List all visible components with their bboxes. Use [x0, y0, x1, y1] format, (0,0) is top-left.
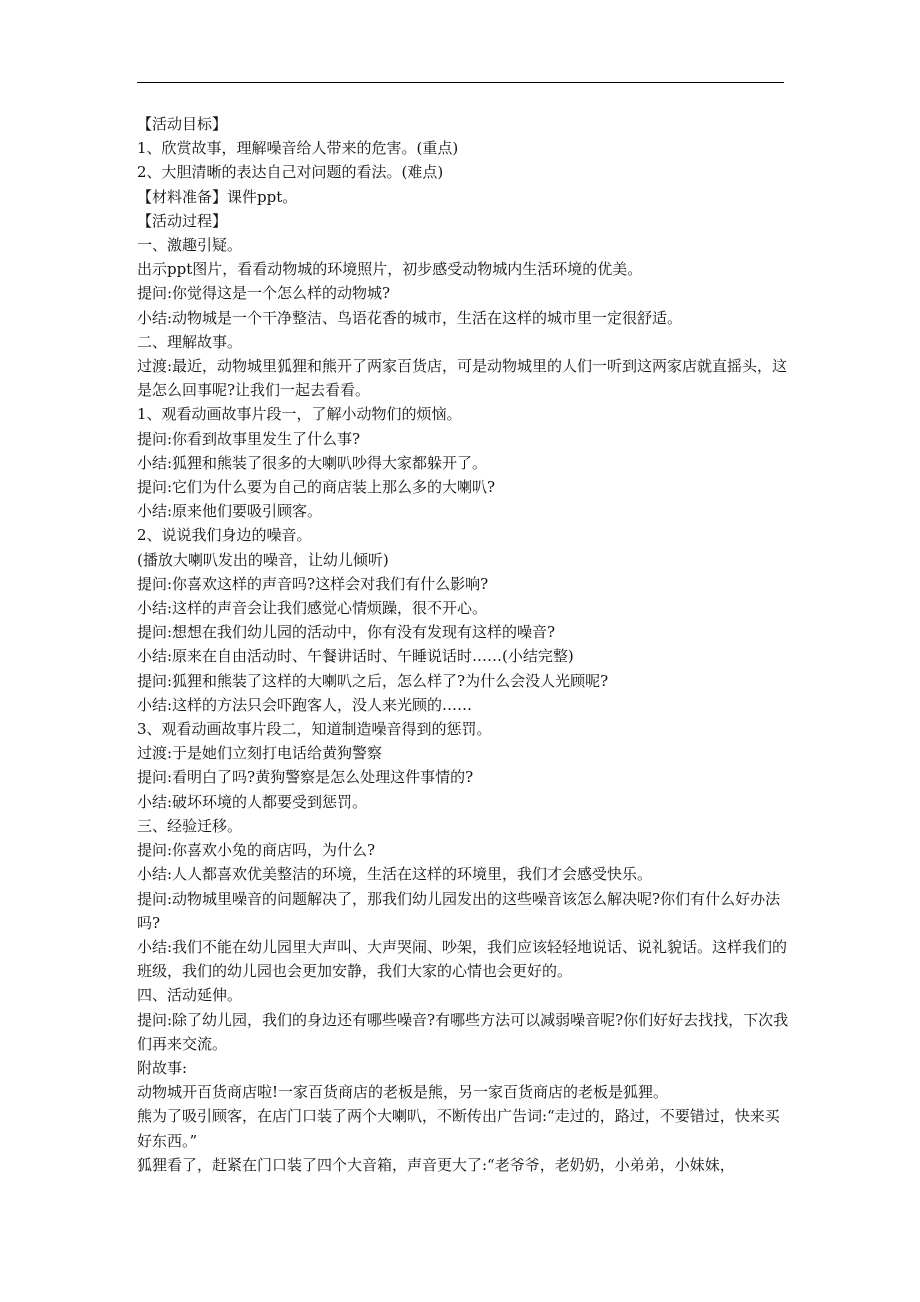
paragraph: 【活动过程】 — [137, 211, 228, 230]
paragraph: 出示ppt图片，看看动物城的环境照片，初步感受动物城内生活环境的优美。 — [137, 260, 643, 279]
paragraph: 2、大胆清晰的表达自己对问题的看法。(难点) — [137, 163, 444, 182]
paragraph: 提问:狐狸和熊装了这样的大喇叭之后，怎么样了?为什么会没人光顾呢? — [137, 671, 609, 690]
paragraph: 小结:这样的声音会让我们感觉心情烦躁，很不开心。 — [137, 599, 488, 618]
paragraph: 1、观看动画故事片段一，了解小动物们的烦恼。 — [137, 405, 462, 424]
paragraph: 小结:这样的方法只会吓跑客人，没人来光顾的…… — [137, 695, 473, 714]
paragraph: 提问:看明白了吗?黄狗警察是怎么处理这件事情的? — [137, 768, 474, 787]
paragraph: 小结:我们不能在幼儿园里大声叫、大声哭闹、吵架，我们应该轻轻地说话、说礼貌话。这样我们的班级，我们的幼儿园也会更加安静，我们大家的心情也会更好的。 — [137, 937, 788, 981]
paragraph: 狐狸看了，赶紧在门口装了四个大音箱，声音更大了:“老爷爷，老奶奶，小弟弟，小妹妹， — [137, 1155, 735, 1174]
paragraph: 提问:你看到故事里发生了什么事? — [137, 429, 361, 448]
paragraph: 熊为了吸引顾客，在店门口装了两个大喇叭，不断传出广告词:“走过的，路过，不要错过，快来买好东西。” — [137, 1107, 780, 1150]
paragraph: 四、活动延伸。 — [137, 986, 243, 1005]
paragraph: 提问:你喜欢这样的声音吗?这样会对我们有什么影响? — [137, 574, 489, 593]
paragraph: 小结:狐狸和熊装了很多的大喇叭吵得大家都躲开了。 — [137, 453, 488, 472]
paragraph: (播放大喇叭发出的噪音，让幼儿倾听) — [137, 550, 389, 569]
paragraph: 动物城开百货商店啦!一家百货商店的老板是熊，另一家百货商店的老板是狐狸。 — [137, 1083, 669, 1102]
paragraph: 2、说说我们身边的噪音。 — [137, 526, 312, 545]
header-rule — [137, 82, 784, 83]
paragraph: 小结:破坏环境的人都要受到惩罚。 — [137, 792, 368, 811]
paragraph: 3、观看动画故事片段二，知道制造噪音得到的惩罚。 — [137, 720, 492, 739]
paragraph: 小结:原来在自由活动时、午餐讲话时、午睡说话时……(小结完整) — [137, 647, 574, 666]
paragraph: 三、经验迁移。 — [137, 816, 243, 835]
paragraph: 提问:你喜欢小兔的商店吗，为什么? — [137, 841, 376, 860]
paragraph: 过渡:最近，动物城里狐狸和熊开了两家百货店，可是动物城里的人们一听到这两家店就直摇头，这是怎么回事呢?让我们一起去看看。 — [137, 357, 788, 400]
paragraph: 提问:动物城里噪音的问题解决了，那我们幼儿园发出的这些噪音该怎么解决呢?你们有什么好办法吗? — [137, 889, 781, 932]
paragraph: 附故事: — [137, 1058, 188, 1077]
paragraph: 提问:你觉得这是一个怎么样的动物城? — [137, 284, 391, 303]
paragraph: 提问:除了幼儿园，我们的身边还有哪些噪音?有哪些方法可以减弱噪音呢?你们好好去找找，下次我们再来交流。 — [137, 1010, 789, 1053]
document-body — [137, 112, 789, 1177]
paragraph: 一、激趣引疑。 — [137, 236, 243, 255]
paragraph: 过渡:于是她们立刻打电话给黄狗警察 — [137, 744, 383, 763]
paragraph: 【活动目标】 — [137, 115, 228, 133]
paragraph: 小结:动物城是一个干净整洁、鸟语花香的城市，生活在这样的城市里一定很舒适。 — [137, 308, 683, 327]
paragraph: 1、欣赏故事，理解噪音给人带来的危害。(重点) — [137, 139, 459, 158]
paragraph: 提问:想想在我们幼儿园的活动中，你有没有发现有这样的噪音? — [137, 623, 556, 642]
paragraph: 小结:原来他们要吸引顾客。 — [137, 502, 323, 521]
paragraph: 提问:它们为什么要为自己的商店装上那么多的大喇叭? — [137, 478, 496, 497]
paragraph: 小结:人人都喜欢优美整洁的环境，生活在这样的环境里，我们才会感受快乐。 — [137, 865, 653, 884]
paragraph: 【材料准备】课件ppt。 — [137, 187, 298, 206]
paragraph: 二、理解故事。 — [137, 332, 243, 351]
